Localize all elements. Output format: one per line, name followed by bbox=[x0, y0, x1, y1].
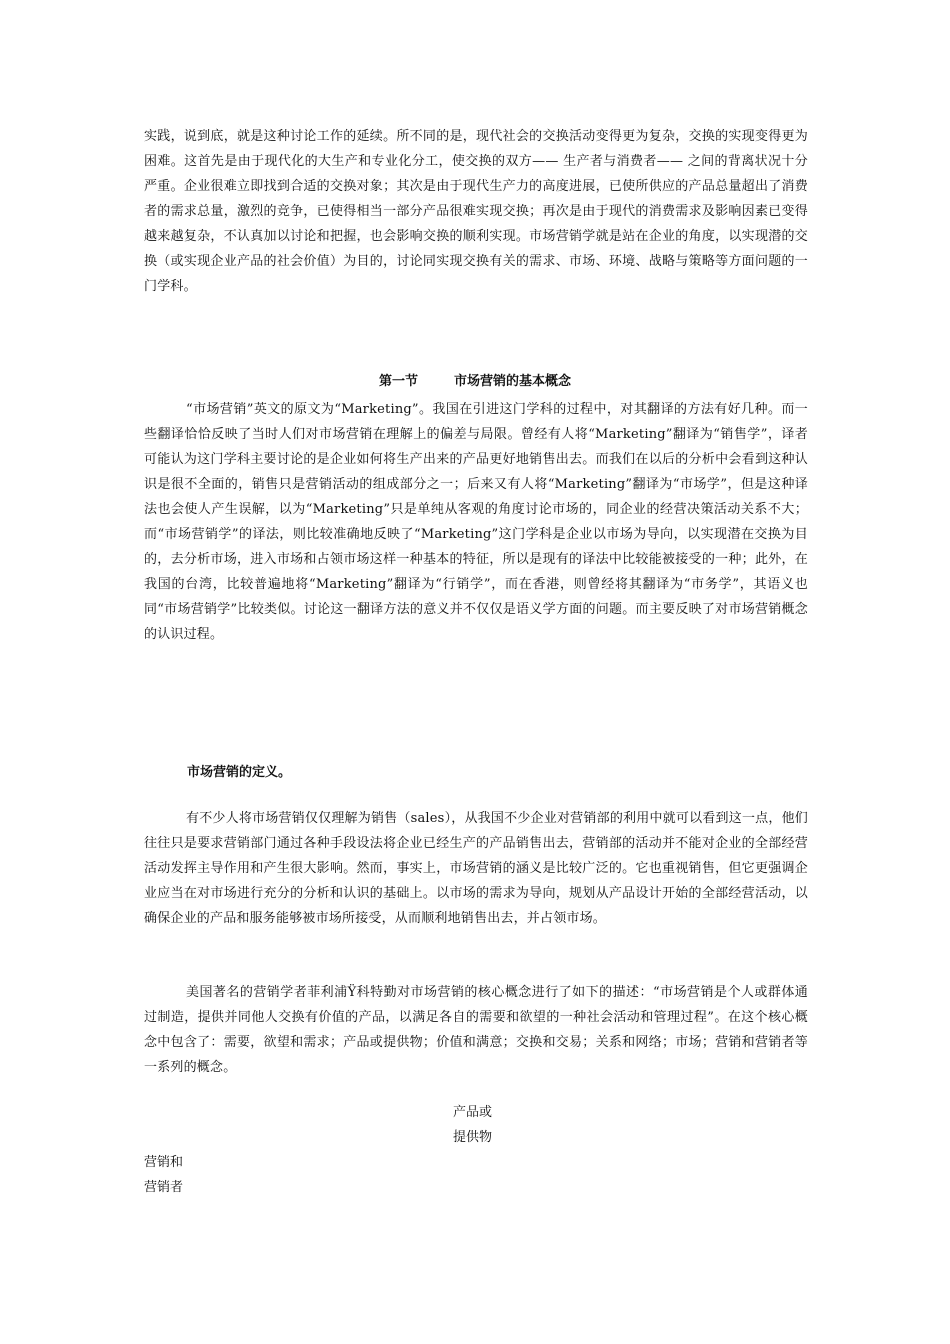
definition-heading: 市场营销的定义。 bbox=[187, 765, 292, 780]
section-title: 市场营销的基本概念 bbox=[454, 374, 572, 389]
section-number: 第一节 bbox=[378, 374, 418, 389]
section-heading bbox=[0, 372, 950, 392]
translation-paragraph: “市场营销”英文的原文为“Marketing”。我国在引进这门学科的过程中，对其翻译的方法有好几种。而一些翻译恰恰反映了当时人们对市场营销在理解上的偏差与局限。曾经有人将“Marketing”翻译为“销售学”，译者可能认为这门学科主要讨论的是企业如何将生产出来的产品更好地销售出去。而我们在以后的分析中会看到这种认识是很不全面的，销售只是营销活动的组成部分之一；后来又有人将“Marketing”翻译为“市场学”，但是这种译法也会使人产生误解，以为“Marketing”只是单纯从客观的角度讨论市场的，同企业的经营决策活动关系不大；而“市场营销学”的译法，则比较准确地反映了“Marketing”这门学科是企业以市场为导向，以实现潜在交换为目的，去分析市场，进入市场和占领市场这样一种基本的特征，所以是现有的译法中比较能被接受的一种；此外，在我国的台湾，比较普遍地将“Marketing”翻译为“行销学”，而在香港，则曾经将其翻译为“市务学”，其语义也同“市场营销学”比较类似。讨论这一翻译方法的意义并不仅仅是语义学方面的问题。而主要反映了对市场营销概念的认识过程。 bbox=[144, 402, 808, 642]
definition-paragraph: 有不少人将市场营销仅仅理解为销售（sales），从我国不少企业对营销部的利用中就可以看到这一点，他们往往只是要求营销部门通过各种手段设法将企业已经生产的产品销售出去，营销部的活动并不能对企业的全部经营活动发挥主导作用和产生很大影响。然而，事实上，市场营销的涵义是比较广泛的。它也重视销售，但它更强调企业应当在对市场进行充分的分析和认识的基础上。以市场的需求为导向，规划从产品设计开始的全部经营活动，以确保企业的产品和服务能够被市场所接受，从而顺利地销售出去，并占领市场。 bbox=[144, 811, 808, 926]
diagram-label-marketer-line1: 营销和 bbox=[144, 1155, 184, 1170]
intro-paragraph: 实践，说到底，就是这种讨论工作的延续。所不同的是，现代社会的交换活动变得更为复杂，交换的实现变得更为困难。这首先是由于现代化的大生产和专业化分工，使交换的双方—— 生产者与消费者—— 之间的背离状况十分严重。企业很难立即找到合适的交换对象；其次是由于现代生产力的高度进展，已使所供应的产品总量超出了消费者的需求总量，激烈的竞争，已使得相当一部分产品很难实现交换；再次是由于现代的消费需求及影响因素已变得越来越复杂，不认真加以讨论和把握，也会影响交换的顺利实现。市场营销学就是站在企业的角度，以实现潜的交换（或实现企业产品的社会价值）为目的，讨论同实现交换有关的需求、市场、环境、战略与策略等方面问题的一门学科。 bbox=[144, 129, 808, 294]
diagram-label-marketer bbox=[144, 1150, 183, 1200]
kotler-paragraph: 美国著名的营销学者菲利浦Ÿ科特勤对市场营销的核心概念进行了如下的描述：“市场营销是个人或群体通过制造，提供并同他人交换有价值的产品，以满足各自的需要和欲望的一种社会活动和管理过程”。在这个核心概念中包含了：需要，欲望和需求；产品或提供物；价值和满意；交换和交易；关系和网络；市场；营销和营销者等一系列的概念。 bbox=[144, 985, 808, 1075]
diagram-label-marketer-line2: 营销者 bbox=[144, 1180, 184, 1195]
diagram-label-product-line2: 提供物 bbox=[453, 1130, 493, 1145]
diagram-label-product-line1: 产品或 bbox=[453, 1105, 493, 1120]
diagram-label-product bbox=[453, 1100, 492, 1150]
